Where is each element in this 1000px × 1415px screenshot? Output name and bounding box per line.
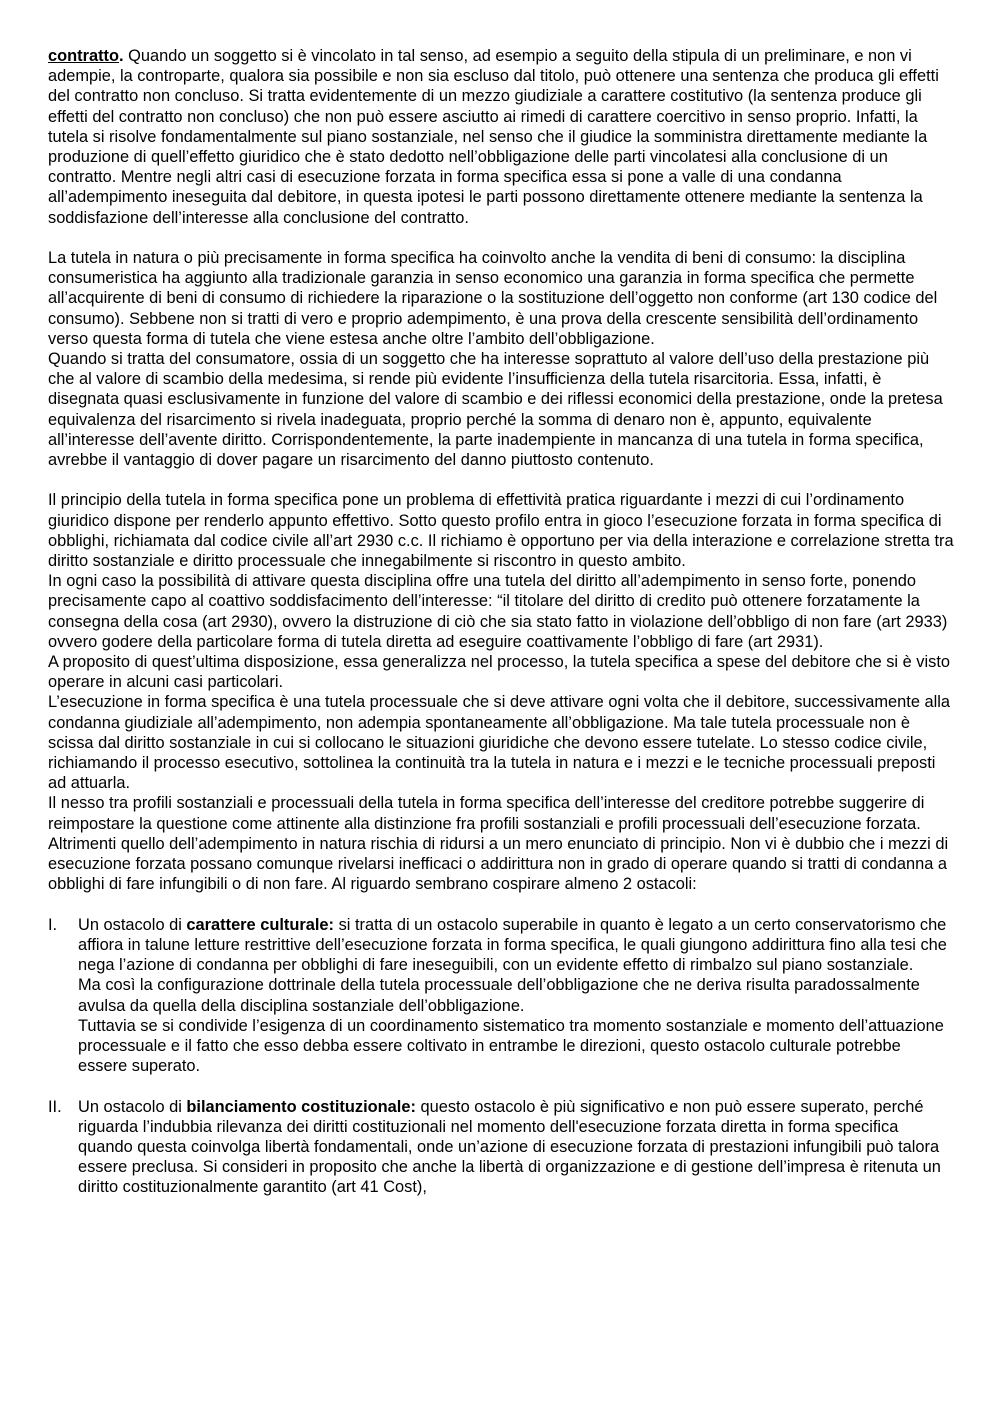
list-item-heading: bilanciamento costituzionale:: [186, 1097, 416, 1116]
list-number: II.: [48, 1097, 62, 1116]
obstacles-list: [48, 915, 954, 1198]
paragraph-consumo: La tutela in natura o più precisamente in forma specifica ha coinvolto anche la vendita di beni di consumo: la disciplina consumeristica ha aggiunto alla tradizionale garanzia in senso economico una garanzia in forma specifica che permette all’acquirente di beni di consumo di richiedere la riparazione o la sostituzione dell’oggetto non conforme (art 130 codice del consumo). Sebbene non si tratti di vero e proprio adempimento, è una prova della crescente sensibilità dell’ordinamento verso questa forma di tutela che viene estesa anche oltre l’ambito dell’obbligazione.: [48, 249, 938, 348]
list-item-body: questo ostacolo è più significativo e non può essere superato, perché riguarda l’indubbia rilevanza dei diritti costituzionali nel momento dell'esecuzione forzata diretta in forma specifica quando questa coinvolga libertà fondamentali, onde un’azione di esecuzione forzata di prestazioni infungibili può talora essere preclusa. Si consideri in proposito che anche la libertà di organizzazione e di gestione dell’impresa è ritenuta un diritto costituzionalmente garantito (art 41 Cost),: [78, 1097, 941, 1197]
list-item: [48, 915, 954, 1077]
list-item-extra: Ma così la configurazione dottrinale della tutela processuale dell’obbligazione che ne deriva risulta paradossalmente avulsa da quella della disciplina sostanziale dell’obbligazione.: [78, 976, 920, 1015]
list-item-heading: carattere culturale:: [186, 915, 335, 934]
paragraph-gap: [48, 228, 954, 248]
paragraph-gap: [48, 470, 954, 490]
list-item-text: [78, 1097, 954, 1198]
paragraph-nesso: Il nesso tra profili sostanziali e processuali della tutela in forma specifica dell’interesse del creditore potrebbe suggerire di reimpostare la questione come attinente alla distinzione fra profili sostanziali e profili processuali dell’esecuzione forzata. Altrimenti quello dell’adempimento in natura rischia di ridursi a un mero enunciato di principio. Non vi è dubbio che i mezzi di esecuzione forzata possano comunque rivelarsi inefficaci o addirittura non in grado di operare quando si tratti di condanna a obblighi di fare infungibili o di non fare. Al riguardo sembrano cospirare almeno 2 ostacoli:: [48, 794, 949, 894]
paragraph-contratto: [48, 46, 954, 228]
lead-word: contratto: [48, 47, 120, 65]
paragraph-text: Quando un soggetto si è vincolato in tal senso, ad esempio a seguito della stipula di un preliminare, e non vi adempie, la controparte, qualora sia possibile e non sia escluso dal titolo, può ottenere una sentenza che produca gli effetti del contratto non concluso. Si tratta evidentemente di un mezzo giudiziale a carattere costitutivo (la sentenza produce gli effetti del contratto non concluso) che non può essere asciutto ai rimedi di carattere coercitivo in senso proprio. Infatti, la tutela si risolve fondamentalmente sul piano sostanziale, nel senso che il giudice la somministra direttamente mediante la produzione di quell’effetto giuridico che è stato dedotto nell’obbligazione delle parti vincolatesi alla conclusione di un contratto. Mentre negli altri casi di esecuzione forzata in forma specifica essa si pone a valle di una condanna all’adempimento ineseguita dal debitore, in questa ipotesi le parti possono direttamente ottenere mediante la sentenza la soddisfazione dell’interesse alla conclusione del contratto.: [48, 47, 939, 227]
paragraph-principio: Il principio della tutela in forma specifica pone un problema di effettività pratica riguardante i mezzi di cui l’ordinamento giuridico dispone per renderlo appunto effettivo. Sotto questo profilo entra in gioco l’esecuzione forzata in forma specifica di obblighi, richiamata dal codice civile all’art 2930 c.c. Il richiamo è opportuno per via della interazione e correlazione stretta tra diritto sostanziale e diritto processuale che innegabilmente si riscontro in questo ambito.: [48, 491, 954, 571]
list-gap: [48, 1076, 954, 1096]
list-item-extra: Tuttavia se si condivide l’esigenza di un coordinamento sistematico tra momento sostanziale e momento dell’attuazione processuale e il fatto che esso debba essere coltivato in entrambe le direzioni, questo ostacolo culturale potrebbe essere superato.: [78, 1016, 944, 1076]
list-item-prefix: Un ostacolo di: [78, 1097, 187, 1116]
list-item: [48, 1097, 954, 1198]
list-item-text: [78, 915, 954, 976]
paragraph-possibilita: In ogni caso la possibilità di attivare questa disciplina offre una tutela del diritto all’adempimento in senso forte, ponendo precisamente capo al coattivo soddisfacimento dell’interesse: “il titolare del diritto di credito può ottenere forzatamente la consegna della cosa (art 2930), ovvero la distruzione di ciò che sia stato fatto in violazione dell’obbligo di non fare (art 2933) ovvero godere della particolare forma di tutela diretta ad eseguire coattivamente l’obbligo di fare (art 2931).: [48, 572, 948, 651]
paragraph-proposito: A proposito di quest’ultima disposizione, essa generalizza nel processo, la tutela specifica a spese del debitore che si è visto operare in alcuni casi particolari.: [48, 653, 950, 692]
paragraph-gap: [48, 895, 954, 915]
list-number: I.: [48, 915, 58, 934]
list-item-prefix: Un ostacolo di: [78, 915, 187, 934]
lead-word-period: .: [119, 47, 124, 65]
paragraph-consumatore: Quando si tratta del consumatore, ossia di un soggetto che ha interesse soprattuto al valore dell’uso della prestazione più che al valore di scambio della medesima, si rende più evidente l’insufficienza della tutela risarcitoria. Essa, infatti, è disegnata quasi esclusivamente in funzione del valore di scambio e dei riflessi economici della prestazione, onde la pretesa equivalenza del risarcimento si rivela inadeguata, proprio perché la somma di denaro non è, appunto, equivalente all’interesse dell’avente diritto. Corrispondentemente, la parte inadempiente in mancanza di una tutela in forma specifica, avrebbe il vantaggio di dover pagare un risarcimento del danno piuttosto contenuto.: [48, 350, 943, 470]
paragraph-esecuzione: L’esecuzione in forma specifica è una tutela processuale che si deve attivare ogni volta che il debitore, successivamente alla condanna giudiziale all’adempimento, non adempia spontaneamente all’obbligazione. Ma tale tutela processuale non è scissa dal diritto sostanziale in cui si collocano le situazioni giuridiche che devono essere tutelate. Lo stesso codice civile, richiamando il processo esecutivo, sottolinea la continuità tra la tutela in natura e i mezzi e le tecniche processuali preposti ad attuarla.: [48, 693, 950, 793]
list-item-body: si tratta di un ostacolo superabile in quanto è legato a un certo conservatorismo che affiora in talune letture restrittive dell’esecuzione forzata in forma specifica, le quali giungono addirittura fino alla tesi che nega l’azione di condanna per obblighi di fare ineseguibili, con un evidente effetto di rimbalzo sul piano sostanziale.: [78, 915, 947, 975]
